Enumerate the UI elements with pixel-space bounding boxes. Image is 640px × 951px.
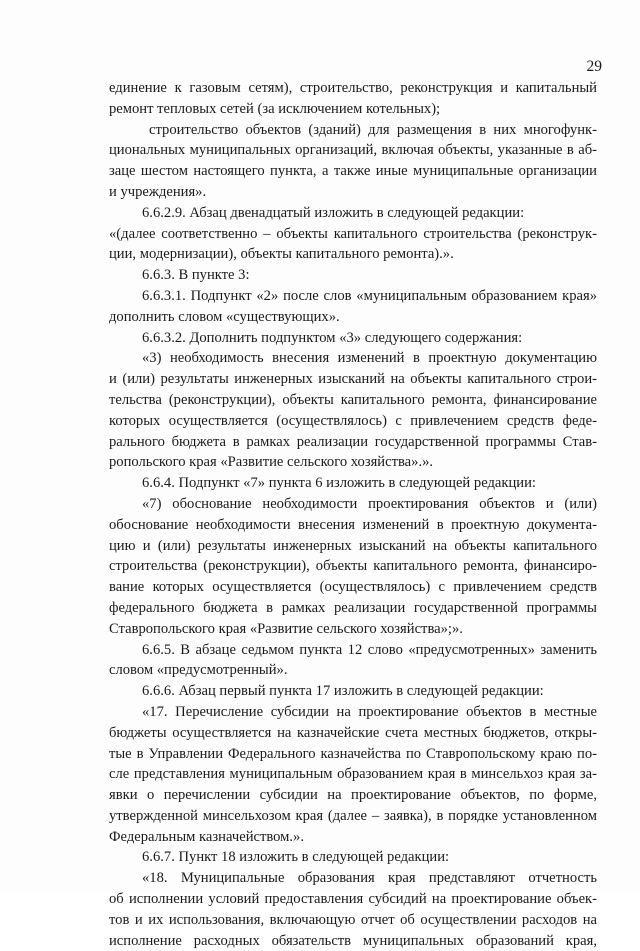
text-line: ремонт тепловых сетей (за исключением котельных); (109, 100, 441, 117)
text-line: бюджеты осуществляется на казначейские счета местных бюджетов, откры- (109, 724, 597, 741)
text-line: цию и (или) результаты инженерных изысканий на объекты капитального (109, 537, 597, 554)
text-line: сле представления муниципальным образованием края в минсельхоз края за- (109, 766, 597, 783)
text-line: 6.6.5. В абзаце седьмом пункта 12 слово «предусмотренных» заменить (142, 641, 597, 658)
text-line: рального бюджета в рамках реализации государственной программы Став- (109, 433, 597, 450)
text-line: ции, модернизации), объекты капитального ремонта).». (109, 246, 454, 263)
text-line: 6.6.3.1. Подпункт «2» после слов «муниципальным образованием края» (142, 287, 597, 304)
text-line: вание которых осуществляется (осуществлялось) с привлечением средств (109, 579, 597, 596)
text-line: словом «предусмотренный». (109, 662, 288, 679)
text-line: тые в Управлении Федерального казначейства по Ставропольскому краю по- (109, 745, 597, 762)
text-line: явки о перечислении субсидии на проектирование объектов, по форме, (109, 787, 597, 804)
text-line: «17. Перечисление субсидии на проектирование объектов в местные (142, 703, 597, 720)
text-line: обоснование необходимости внесения изменений в проектную документа- (109, 516, 597, 533)
text-line: 6.6.3.2. Дополнить подпунктом «3» следующего содержания: (142, 329, 523, 346)
text-line: и учреждения». (109, 183, 207, 200)
text-line: которых осуществляется (осуществлялось) с привлечением средств феде- (109, 412, 597, 429)
text-line: 6.6.2.9. Абзац двенадцатый изложить в следующей редакции: (142, 204, 525, 221)
text-line: об исполнении условий предоставления субсидий на проектирование объек- (109, 891, 597, 908)
text-line: строительства (реконструкции), объекты капитального ремонта, финансиро- (109, 558, 597, 575)
text-line: 6.6.6. Абзац первый пункта 17 изложить в следующей редакции: (142, 683, 544, 700)
text-line: циональных муниципальных организаций, включая объекты, указанные в аб- (109, 142, 597, 159)
text-line: строительство объектов (зданий) для размещения в них многофунк- (149, 121, 597, 138)
text-line: 6.6.3. В пункте 3: (142, 267, 250, 284)
text-line: «7) обоснование необходимости проектирования объектов и (или) (142, 495, 597, 512)
text-line: заце шестом настоящего пункта, а также иные муниципальные организации (109, 163, 597, 180)
text-line: ропольского края «Развитие сельского хозяйства».». (109, 454, 434, 471)
text-line: 6.6.7. Пункт 18 изложить в следующей редакции: (142, 849, 450, 866)
text-line: «18. Муниципальные образования края представляют отчетность (142, 870, 597, 887)
text-line: утвержденной минсельхозом края (далее – заявка), в порядке установленном (109, 807, 597, 824)
page-number: 29 (586, 58, 602, 75)
document-body (109, 78, 597, 951)
text-line: Федеральным казначейством.». (109, 828, 304, 845)
text-line: федерального бюджета в рамках реализации государственной программы (109, 599, 597, 616)
text-line: «(далее соответственно – объекты капитального строительства (реконструк- (109, 225, 597, 242)
text-line: тельства (реконструкции), объекты капитального ремонта, финансирование (109, 391, 597, 408)
text-line: дополнить словом «существующих». (109, 308, 340, 325)
text-line: тов и их использования, включающую отчет об осуществлении расходов на (109, 911, 597, 928)
text-line: единение к газовым сетям), строительство, реконструкция и капитальный (109, 80, 597, 96)
text-line: исполнение расходных обязательств муниципальных образований края, (109, 932, 597, 949)
text-line: Ставропольского края «Развитие сельского хозяйства»;». (109, 620, 463, 637)
text-line: 6.6.4. Подпункт «7» пункта 6 изложить в следующей редакции: (142, 475, 536, 492)
text-line: и (или) результаты инженерных изысканий на объекты капитального строи- (109, 371, 597, 388)
text-line: «3) необходимость внесения изменений в проектную документацию (142, 350, 597, 367)
